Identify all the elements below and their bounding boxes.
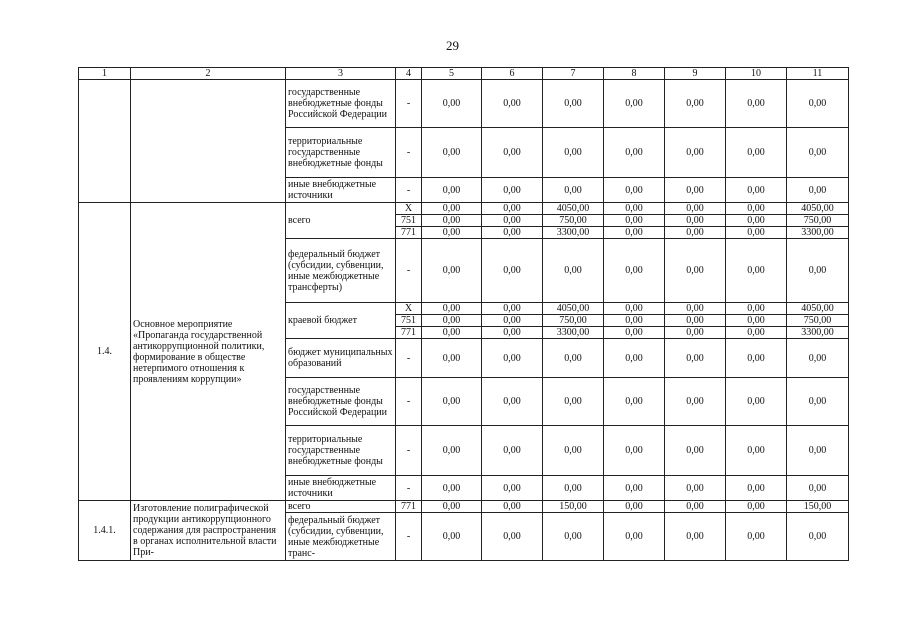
amount-cell: 0,00: [787, 80, 849, 128]
amount-cell: 0,00: [482, 80, 543, 128]
amount-cell: 0,00: [665, 215, 726, 227]
amount-cell: 0,00: [422, 239, 482, 303]
budget-code-cell: 771: [396, 327, 422, 339]
amount-cell: 0,00: [543, 80, 604, 128]
amount-cell: 4050,00: [543, 203, 604, 215]
amount-cell: 0,00: [482, 215, 543, 227]
item-name-cell: Изготовление полиграфической продукции антикоррупционного содержания для распространения в органах исполнительной власти При-: [131, 501, 286, 561]
funding-source-cell: всего: [286, 501, 396, 513]
amount-cell: 0,00: [726, 315, 787, 327]
budget-code-cell: -: [396, 239, 422, 303]
amount-cell: 0,00: [604, 203, 665, 215]
funding-source-cell: бюджет муниципальных образований: [286, 339, 396, 378]
funding-source-cell: всего: [286, 203, 396, 239]
funding-source-cell: иные внебюджетные источники: [286, 178, 396, 203]
header-cell: 2: [131, 68, 286, 80]
funding-source-cell: государственные внебюджетные фонды Российской Федерации: [286, 80, 396, 128]
amount-cell: 0,00: [543, 339, 604, 378]
table-row: [79, 80, 849, 128]
amount-cell: 0,00: [665, 178, 726, 203]
amount-cell: 0,00: [422, 513, 482, 561]
header-cell: 9: [665, 68, 726, 80]
header-cell: 10: [726, 68, 787, 80]
amount-cell: 0,00: [665, 128, 726, 178]
amount-cell: 750,00: [787, 215, 849, 227]
amount-cell: 0,00: [604, 227, 665, 239]
amount-cell: 150,00: [787, 501, 849, 513]
item-code-cell: [79, 80, 131, 203]
amount-cell: 0,00: [543, 378, 604, 426]
table-row: [79, 501, 849, 513]
page-number: 29: [446, 38, 459, 53]
amount-cell: 0,00: [604, 315, 665, 327]
amount-cell: 0,00: [482, 203, 543, 215]
amount-cell: 0,00: [726, 128, 787, 178]
budget-code-cell: -: [396, 178, 422, 203]
amount-cell: 0,00: [422, 215, 482, 227]
amount-cell: 0,00: [787, 128, 849, 178]
amount-cell: 0,00: [726, 239, 787, 303]
header-cell: 7: [543, 68, 604, 80]
amount-cell: 0,00: [787, 513, 849, 561]
amount-cell: 0,00: [726, 378, 787, 426]
amount-cell: 0,00: [543, 426, 604, 476]
funding-source-cell: федеральный бюджет (субсидии, субвенции, иные межбюджетные трансферты): [286, 239, 396, 303]
amount-cell: 3300,00: [543, 227, 604, 239]
amount-cell: 0,00: [787, 239, 849, 303]
budget-code-cell: 771: [396, 501, 422, 513]
budget-code-cell: Х: [396, 303, 422, 315]
amount-cell: 0,00: [482, 339, 543, 378]
amount-cell: 0,00: [726, 215, 787, 227]
amount-cell: 0,00: [665, 501, 726, 513]
amount-cell: 0,00: [543, 128, 604, 178]
amount-cell: 0,00: [665, 327, 726, 339]
amount-cell: 0,00: [604, 239, 665, 303]
budget-code-cell: -: [396, 476, 422, 501]
budget-code-cell: -: [396, 128, 422, 178]
funding-source-cell: иные внебюджетные источники: [286, 476, 396, 501]
budget-code-cell: 751: [396, 215, 422, 227]
amount-cell: 0,00: [482, 476, 543, 501]
amount-cell: 0,00: [665, 315, 726, 327]
amount-cell: 150,00: [543, 501, 604, 513]
budget-code-cell: -: [396, 378, 422, 426]
amount-cell: 750,00: [787, 315, 849, 327]
budget-code-cell: 771: [396, 227, 422, 239]
header-cell: 11: [787, 68, 849, 80]
amount-cell: 0,00: [726, 513, 787, 561]
amount-cell: 0,00: [422, 501, 482, 513]
amount-cell: 0,00: [482, 513, 543, 561]
amount-cell: 0,00: [604, 378, 665, 426]
funding-source-cell: краевой бюджет: [286, 303, 396, 339]
amount-cell: 0,00: [482, 315, 543, 327]
amount-cell: 0,00: [726, 426, 787, 476]
amount-cell: 0,00: [604, 327, 665, 339]
amount-cell: 0,00: [665, 378, 726, 426]
amount-cell: 0,00: [787, 476, 849, 501]
table-body: [79, 68, 849, 561]
amount-cell: 0,00: [482, 501, 543, 513]
amount-cell: 750,00: [543, 315, 604, 327]
amount-cell: 0,00: [543, 476, 604, 501]
amount-cell: 0,00: [726, 303, 787, 315]
amount-cell: 0,00: [543, 178, 604, 203]
amount-cell: 4050,00: [543, 303, 604, 315]
amount-cell: 0,00: [604, 426, 665, 476]
header-cell: 1: [79, 68, 131, 80]
budget-code-cell: -: [396, 426, 422, 476]
amount-cell: 3300,00: [787, 227, 849, 239]
amount-cell: 3300,00: [787, 327, 849, 339]
budget-code-cell: -: [396, 339, 422, 378]
amount-cell: 0,00: [726, 227, 787, 239]
amount-cell: 0,00: [604, 501, 665, 513]
amount-cell: 4050,00: [787, 203, 849, 215]
amount-cell: 0,00: [543, 513, 604, 561]
amount-cell: 0,00: [604, 128, 665, 178]
amount-cell: 0,00: [604, 80, 665, 128]
amount-cell: 0,00: [604, 476, 665, 501]
header-cell: 5: [422, 68, 482, 80]
amount-cell: 0,00: [604, 303, 665, 315]
amount-cell: 0,00: [604, 339, 665, 378]
amount-cell: 0,00: [726, 327, 787, 339]
amount-cell: 0,00: [482, 178, 543, 203]
amount-cell: 0,00: [482, 239, 543, 303]
amount-cell: 0,00: [422, 128, 482, 178]
budget-code-cell: Х: [396, 203, 422, 215]
header-cell: 3: [286, 68, 396, 80]
item-code-cell: 1.4.1.: [79, 501, 131, 561]
amount-cell: 4050,00: [787, 303, 849, 315]
budget-code-cell: 751: [396, 315, 422, 327]
amount-cell: 0,00: [787, 178, 849, 203]
amount-cell: 0,00: [543, 239, 604, 303]
amount-cell: 0,00: [422, 315, 482, 327]
amount-cell: 0,00: [665, 476, 726, 501]
budget-code-cell: -: [396, 513, 422, 561]
amount-cell: 0,00: [726, 203, 787, 215]
amount-cell: 0,00: [422, 227, 482, 239]
amount-cell: 0,00: [726, 178, 787, 203]
amount-cell: 0,00: [665, 203, 726, 215]
item-name-cell: Основное мероприятие «Пропаганда государственной антикоррупционной политики, формирование в обществе нетерпимого отношения к проявлениям коррупции»: [131, 203, 286, 501]
amount-cell: 0,00: [726, 80, 787, 128]
budget-code-cell: -: [396, 80, 422, 128]
header-cell: 4: [396, 68, 422, 80]
amount-cell: 0,00: [665, 239, 726, 303]
amount-cell: 0,00: [482, 378, 543, 426]
budget-table: [78, 67, 849, 561]
amount-cell: 0,00: [482, 128, 543, 178]
funding-source-cell: территориальные государственные внебюджетные фонды: [286, 426, 396, 476]
amount-cell: 0,00: [604, 513, 665, 561]
amount-cell: 0,00: [726, 476, 787, 501]
amount-cell: 0,00: [422, 203, 482, 215]
amount-cell: 0,00: [726, 501, 787, 513]
amount-cell: 0,00: [422, 339, 482, 378]
funding-source-cell: территориальные государственные внебюджетные фонды: [286, 128, 396, 178]
amount-cell: 0,00: [665, 80, 726, 128]
amount-cell: 0,00: [665, 227, 726, 239]
amount-cell: 0,00: [422, 476, 482, 501]
amount-cell: 0,00: [787, 378, 849, 426]
amount-cell: 0,00: [422, 378, 482, 426]
amount-cell: 0,00: [422, 327, 482, 339]
amount-cell: 0,00: [422, 303, 482, 315]
amount-cell: 0,00: [422, 426, 482, 476]
amount-cell: 0,00: [665, 426, 726, 476]
item-name-cell: [131, 80, 286, 203]
amount-cell: 0,00: [482, 227, 543, 239]
amount-cell: 0,00: [422, 178, 482, 203]
amount-cell: 0,00: [665, 513, 726, 561]
amount-cell: 0,00: [604, 215, 665, 227]
amount-cell: 0,00: [482, 303, 543, 315]
amount-cell: 0,00: [787, 339, 849, 378]
header-cell: 8: [604, 68, 665, 80]
amount-cell: 3300,00: [543, 327, 604, 339]
amount-cell: 0,00: [665, 303, 726, 315]
funding-source-cell: государственные внебюджетные фонды Российской Федерации: [286, 378, 396, 426]
amount-cell: 0,00: [787, 426, 849, 476]
amount-cell: 0,00: [482, 327, 543, 339]
amount-cell: 750,00: [543, 215, 604, 227]
table-row: [79, 203, 849, 215]
amount-cell: 0,00: [726, 339, 787, 378]
amount-cell: 0,00: [422, 80, 482, 128]
amount-cell: 0,00: [665, 339, 726, 378]
amount-cell: 0,00: [482, 426, 543, 476]
header-cell: 6: [482, 68, 543, 80]
funding-source-cell: федеральный бюджет (субсидии, субвенции, иные межбюджетные транс-: [286, 513, 396, 561]
header-row: [79, 68, 849, 80]
amount-cell: 0,00: [604, 178, 665, 203]
item-code-cell: 1.4.: [79, 203, 131, 501]
